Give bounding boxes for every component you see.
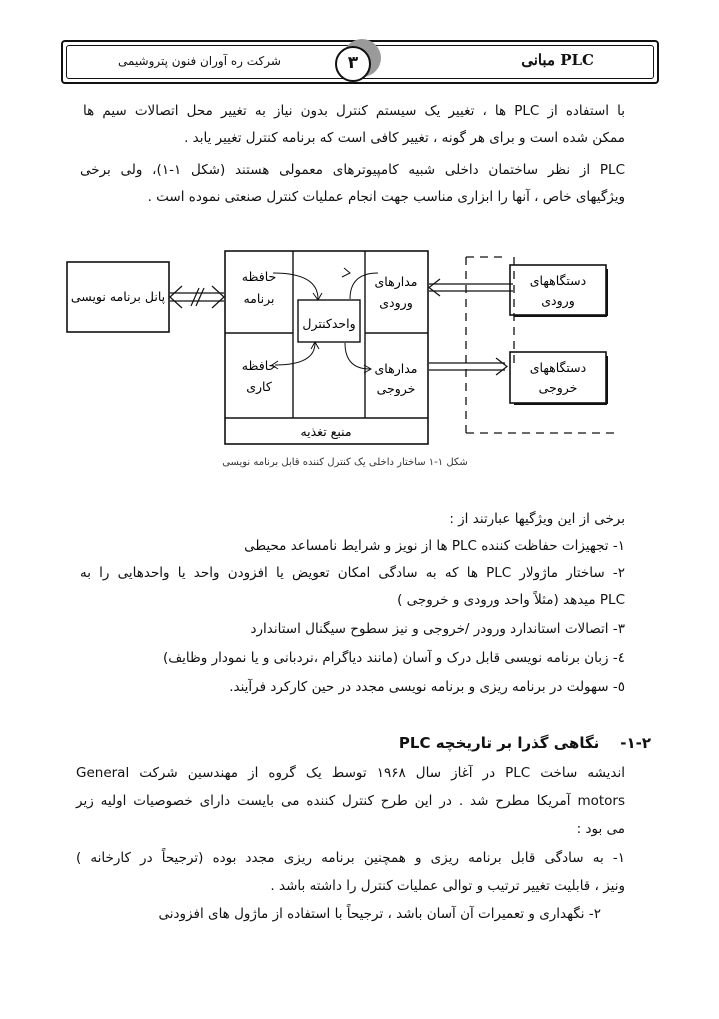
section-heading xyxy=(399,734,651,752)
input-devices-label-2: ورودی xyxy=(541,293,575,308)
intro-line-2: ممکن شده است و برای هر گونه ، تغییر کافی است که برنامه کنترل تغییر یابد . xyxy=(184,130,625,146)
output-circuits-label-2: خروجی xyxy=(376,381,416,396)
output-devices-label-1: دستگاههای xyxy=(529,360,587,375)
plc-structure-diagram xyxy=(60,243,640,453)
history-item-1-cont: ونیز ، قابلیت تغییر ترتیب و توالی عملیات کنترل را داشته باشد . xyxy=(270,878,625,894)
power-supply-label: منبع تغذیه xyxy=(300,424,352,439)
history-line-3: می بود : xyxy=(576,821,625,837)
feature-5: ٥- سهولت در برنامه ریزی و برنامه نویسی مجدد در حین کارکرد فرآیند. xyxy=(229,679,625,695)
program-memory-label-1: حافظه xyxy=(241,269,277,284)
figure-caption: شکل ۱-۱ ساختار داخلی یک کنترل کننده قابل برنامه نویسی xyxy=(222,457,468,468)
header-title: مبانی PLC xyxy=(521,51,594,69)
history-line-2: motors آمریکا مطرح شد . در این طرح کنترل کننده می بایست دارای خصوصیات اولیه زیر xyxy=(76,793,625,809)
work-memory-label-2: کاری xyxy=(246,379,272,394)
history-item-1: ۱- به سادگی قابل برنامه ریزی و همچنین برنامه ریزی مجدد بوده (ترجیحاً در کارخانه ) xyxy=(76,850,625,866)
feature-4: ٤- زبان برنامه نویسی قابل درک و آسان (مانند دیاگرام ،نردبانی و یا نمودار وظایف) xyxy=(162,650,625,666)
history-line-1: اندیشه ساخت PLC در آغاز سال ۱۹۶۸ توسط یک گروه از مهندسین شرکت General xyxy=(76,765,625,781)
input-circuits-label-1: مدارهای xyxy=(374,274,418,289)
feature-1: ۱- تجهیزات حفاظت کننده PLC ها از نویز و شرایط نامساعد محیطی xyxy=(244,538,625,554)
work-memory-label-1: حافظه xyxy=(241,358,277,373)
program-memory-label-2: برنامه xyxy=(243,291,275,306)
history-item-2: ۲- نگهداری و تعمیرات آن آسان باشد ، ترجیحاً با استفاده از ماژول های افزودنی xyxy=(158,906,601,922)
features-intro: برخی از این ویژگیها عبارتند از : xyxy=(449,511,625,527)
page-number: ٣ xyxy=(335,46,371,82)
panel-label: پانل برنامه نویسی xyxy=(70,289,166,304)
feature-2-cont: PLC میدهد (مثلاً واحد ورودی و خروجی ) xyxy=(397,592,625,608)
intro-line-3: PLC از نظر ساختمان داخلی شبیه کامپیوترهای معمولی هستند (شکل ۱-۱)، ولی برخی xyxy=(80,162,625,178)
output-circuits-label-1: مدارهای xyxy=(374,361,418,376)
section-title: نگاهی گذرا بر تاریخچه PLC xyxy=(398,734,600,752)
output-devices-label-2: خروجی xyxy=(538,380,578,395)
intro-line-1: با استفاده از PLC ها ، تغییر یک سیستم کنترل بدون نیاز به تغییر محل اتصالات سیم ها xyxy=(83,103,625,119)
section-number: ۱-۲- xyxy=(620,734,651,752)
intro-line-4: ویژگیهای خاص ، آنها را ابزاری مناسب جهت انجام عملیات کنترل صنعتی نموده است . xyxy=(147,189,625,205)
input-devices-label-1: دستگاههای xyxy=(529,273,587,288)
feature-3: ۳- اتصالات استاندارد ورودر /خروجی و نیز سطوح سیگنال استاندارد xyxy=(250,621,625,637)
control-unit-label: واحدکنترل xyxy=(302,316,356,331)
feature-2: ۲- ساختار ماژولار PLC ها که به سادگی امکان تعویض یا افزودن واحد یا واحدهایی را به xyxy=(80,565,625,581)
header-company: شرکت ره آوران فنون پتروشیمی xyxy=(118,54,281,68)
input-circuits-label-2: ورودی xyxy=(379,295,413,310)
